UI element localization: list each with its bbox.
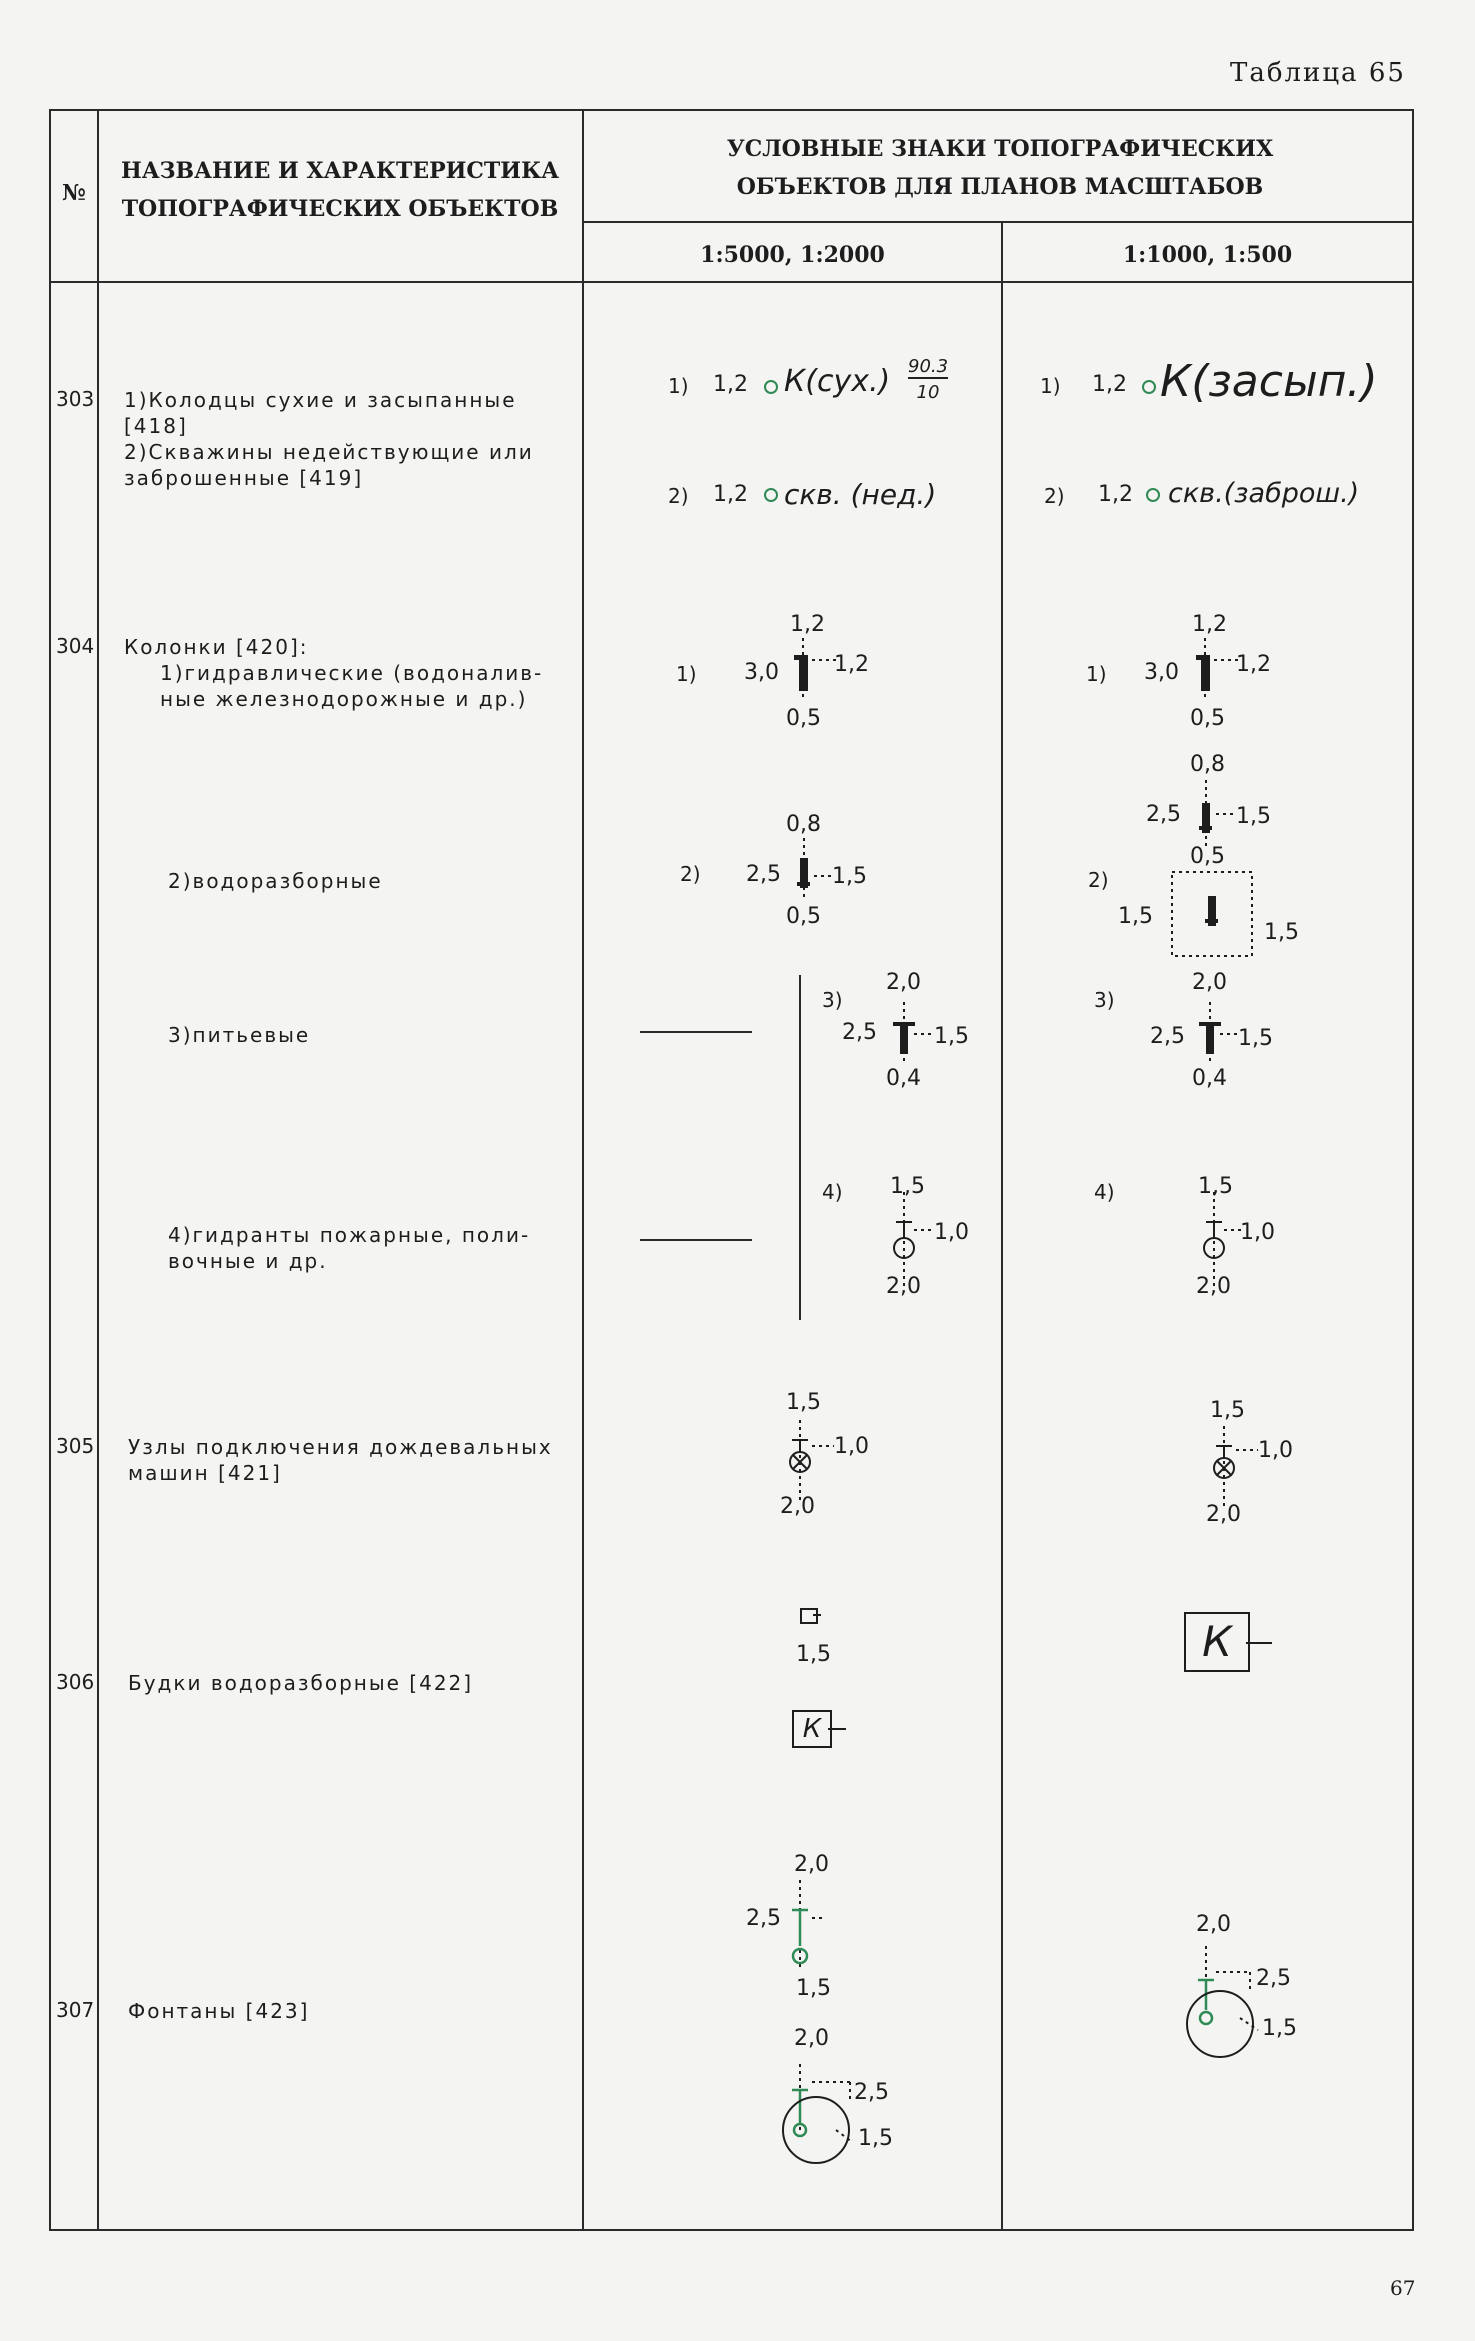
dim-label: 1,5 — [1236, 804, 1271, 829]
dim-label: 3,0 — [744, 660, 779, 685]
dim-label: 0,8 — [786, 812, 821, 837]
dim-label: 2,0 — [1192, 970, 1227, 995]
name-line: [418] — [124, 414, 188, 438]
dim-label: 1,5 — [1262, 2016, 1297, 2041]
dim-label: 2,5 — [1150, 1024, 1185, 1049]
sign-303-a1-index: 1) — [668, 374, 689, 398]
header-number: № — [62, 180, 86, 206]
dim-label: 2,0 — [794, 2026, 829, 2051]
sign-304-index-3a: 3) — [822, 988, 843, 1012]
dim-label: 0,5 — [1190, 844, 1225, 869]
sign-303-a2-index: 2) — [668, 484, 689, 508]
dim-label: 1,5 — [858, 2126, 893, 2151]
dim-label: 2,0 — [1196, 1912, 1231, 1937]
name-line: заброшенные [419] — [124, 466, 364, 490]
dim-label: 0,4 — [1192, 1066, 1227, 1091]
dim-label: 1,0 — [1240, 1220, 1275, 1245]
dim-label: 1,2 — [834, 652, 869, 677]
dim-label: 2,0 — [1206, 1502, 1241, 1527]
dim-label: 2,0 — [794, 1852, 829, 1877]
header-scale-a: 1:5000, 1:2000 — [700, 242, 885, 268]
dim-label: 3,0 — [1144, 660, 1179, 685]
dim-label: 1,5 — [890, 1174, 925, 1199]
dim-label: 2,5 — [1146, 802, 1181, 827]
sign-303-b1-index: 1) — [1040, 374, 1061, 398]
row-number-306: 306 — [56, 1670, 95, 1694]
row-number-305: 305 — [56, 1434, 95, 1458]
dim-label: 1,5 — [796, 1976, 831, 2001]
name-line: 1)Колодцы сухие и засыпанные — [124, 388, 517, 412]
name-line: вочные и др. — [168, 1249, 328, 1273]
dim-label: 1,0 — [934, 1220, 969, 1245]
dim-label: 1,0 — [834, 1434, 869, 1459]
dim-label: 2,5 — [746, 862, 781, 887]
dim-label: 0,5 — [786, 904, 821, 929]
sign-304-index-2b: 2) — [1088, 868, 1109, 892]
sign-303-b2-index: 2) — [1044, 484, 1065, 508]
sign-304-index-1b: 1) — [1086, 662, 1107, 686]
name-line: Узлы подключения дождевальных — [128, 1435, 553, 1459]
dim-label: 1,5 — [832, 864, 867, 889]
sign-303-a1-text: К(сух.) — [784, 364, 891, 399]
dim-label: 1,5 — [1198, 1174, 1233, 1199]
row-number-303: 303 — [56, 387, 95, 411]
dim-label: 1,2 — [1236, 652, 1271, 677]
booth-letter-icon-large: К — [1184, 1612, 1250, 1672]
dim-label: 2,0 — [780, 1494, 815, 1519]
header-scale-b: 1:1000, 1:500 — [1122, 242, 1293, 268]
sign-303-b1-dim: 1,2 — [1092, 372, 1127, 397]
name-line: ные железнодорожные и др.) — [160, 687, 528, 711]
sign-304-index-2a: 2) — [680, 862, 701, 886]
dim-label: 0,8 — [1190, 752, 1225, 777]
sign-303-b2-text: скв.(заброш.) — [1168, 478, 1360, 509]
dim-label: 1,2 — [1192, 612, 1227, 637]
dim-label: 1,5 — [786, 1390, 821, 1415]
dim-label: 1,5 — [1238, 1026, 1273, 1051]
sign-303-b2-dim: 1,2 — [1098, 482, 1133, 507]
dim-label: 1,5 — [934, 1024, 969, 1049]
sign-304-index-1a: 1) — [676, 662, 697, 686]
page-number: 67 — [1390, 2276, 1416, 2300]
row-number-304: 304 — [56, 634, 95, 658]
dim-label: 0,5 — [786, 706, 821, 731]
sign-303-a1-dim: 1,2 — [713, 372, 748, 397]
sign-303-a1-den: 10 — [916, 382, 940, 403]
row-306-name: Будки водоразборные [422] — [128, 1671, 474, 1695]
sign-304-index-4b: 4) — [1094, 1180, 1115, 1204]
row-304-sub2: 2)водоразборные — [168, 869, 383, 893]
dim-label: 2,0 — [886, 1274, 921, 1299]
name-line: 2)Скважины недействующие или — [124, 440, 534, 464]
header-name: НАЗВАНИЕ И ХАРАКТЕРИСТИКА ТОПОГРАФИЧЕСКИХ ОБЪЕКТОВ — [120, 158, 560, 222]
sign-303-a2-text: скв. (нед.) — [784, 478, 937, 511]
dim-label: 1,2 — [790, 612, 825, 637]
dim-label: 2,5 — [1256, 1966, 1291, 1991]
dim-label: 0,4 — [886, 1066, 921, 1091]
dim-label: 1,5 — [1210, 1398, 1245, 1423]
dim-label: 2,0 — [1196, 1274, 1231, 1299]
row-307-name: Фонтаны [423] — [128, 1999, 310, 2023]
dim-label: 0,5 — [1190, 706, 1225, 731]
dim-label: 2,5 — [854, 2080, 889, 2105]
dim-label: 2,0 — [886, 970, 921, 995]
name-line: 1)гидравлические (водоналив- — [160, 661, 544, 685]
header-signs: УСЛОВНЫЕ ЗНАКИ ТОПОГРАФИЧЕСКИХ ОБЪЕКТОВ ДЛЯ ПЛАНОВ МАСШТАБОВ — [726, 136, 1274, 200]
name-line: Колонки [420]: — [124, 635, 309, 659]
dim-label: 1,5 — [1118, 904, 1153, 929]
sign-303-a2-dim: 1,2 — [713, 482, 748, 507]
dim-label: 2,5 — [842, 1020, 877, 1045]
sign-304-index-4a: 4) — [822, 1180, 843, 1204]
row-304-sub3: 3)питьевые — [168, 1023, 311, 1047]
name-line: 4)гидранты пожарные, поли- — [168, 1223, 531, 1247]
booth-letter-icon: К — [792, 1710, 832, 1748]
sign-303-b1-text: К(засып.) — [1160, 356, 1378, 407]
name-line: машин [421] — [128, 1461, 282, 1485]
dim-label: 1,0 — [1258, 1438, 1293, 1463]
row-number-307: 307 — [56, 1998, 95, 2022]
dim-label: 2,5 — [746, 1906, 781, 1931]
sign-303-a1-num: 90.3 — [908, 356, 949, 377]
dim-label: 1,5 — [1264, 920, 1299, 945]
table-label: Таблица 65 — [1230, 58, 1406, 88]
dim-label: 1,5 — [796, 1642, 831, 1667]
sign-304-index-3b: 3) — [1094, 988, 1115, 1012]
